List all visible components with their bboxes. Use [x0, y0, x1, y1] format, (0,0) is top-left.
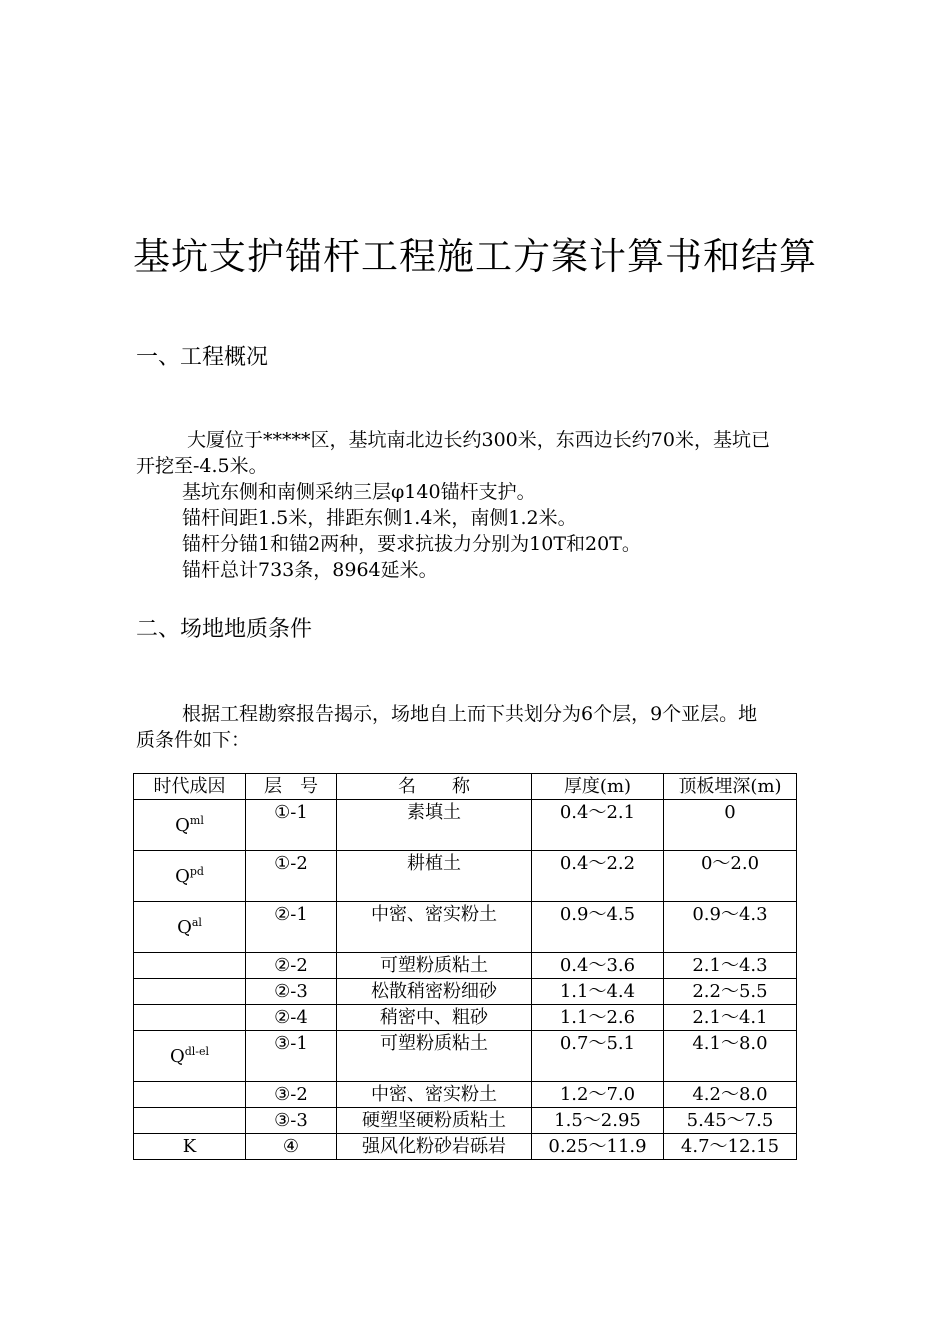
name-cell: 素填土 [337, 800, 532, 851]
depth-cell: 0～2.0 [664, 851, 797, 902]
header-name: 名 称 [337, 774, 532, 800]
era-cell [134, 851, 246, 902]
table-row [134, 851, 797, 902]
thickness-cell: 0.4～2.1 [532, 800, 664, 851]
era-symbol: Q [175, 814, 190, 836]
geology-paragraph-line-1: 根据工程勘察报告揭示，场地自上而下共划分为6个层，9个亚层。地 [182, 703, 758, 725]
depth-cell: 2.1～4.3 [664, 953, 797, 979]
thickness-cell: 0.9～4.5 [532, 902, 664, 953]
overview-paragraph-1-line-2: 开挖至-4.5米。 [136, 455, 268, 477]
overview-paragraph-5: 锚杆总计733条，8964延米。 [182, 559, 438, 581]
name-cell: 耕植土 [337, 851, 532, 902]
geology-paragraph [136, 701, 866, 753]
overview-paragraph-3: 锚杆间距1.5米，排距东侧1.4米，南侧1.2米。 [182, 507, 577, 529]
overview-paragraph-1 [136, 427, 866, 583]
table-row [134, 1031, 797, 1082]
table-header-row [134, 774, 797, 800]
overview-paragraph-1-line-1: 大厦位于*****区，基坑南北边长约300米，东西边长约70米，基坑已 [187, 429, 770, 451]
name-cell: 中密、密实粉土 [337, 1082, 532, 1108]
name-cell: 中密、密实粉土 [337, 902, 532, 953]
name-cell: 松散稍密粉细砂 [337, 979, 532, 1005]
name-cell: 稍密中、粗砂 [337, 1005, 532, 1031]
thickness-cell: 0.25～11.9 [532, 1134, 664, 1160]
section-heading-overview: 一、工程概况 [136, 345, 269, 370]
thickness-cell: 1.1～4.4 [532, 979, 664, 1005]
header-layer: 层 号 [246, 774, 337, 800]
layer-cell: ②-3 [246, 979, 337, 1005]
era-cell [134, 1082, 246, 1108]
thickness-cell: 0.7～5.1 [532, 1031, 664, 1082]
era-superscript: al [191, 915, 202, 929]
layer-cell: ①-2 [246, 851, 337, 902]
name-cell: 强风化粉砂岩砾岩 [337, 1134, 532, 1160]
thickness-cell: 0.4～3.6 [532, 953, 664, 979]
era-superscript: pd [189, 864, 204, 878]
depth-cell: 0 [664, 800, 797, 851]
layer-cell: ③-3 [246, 1108, 337, 1134]
era-symbol: K [182, 1136, 197, 1157]
table-row [134, 800, 797, 851]
depth-cell: 0.9～4.3 [664, 902, 797, 953]
era-symbol: Q [177, 916, 192, 938]
geology-table [133, 773, 797, 1160]
era-cell [134, 1134, 246, 1160]
depth-cell: 4.2～8.0 [664, 1082, 797, 1108]
overview-paragraph-4: 锚杆分锚1和锚2两种，要求抗拔力分别为10T和20T。 [182, 533, 641, 555]
layer-cell: ③-1 [246, 1031, 337, 1082]
table-row [134, 953, 797, 979]
era-superscript: dl-el [184, 1044, 210, 1058]
name-cell: 硬塑坚硬粉质粘土 [337, 1108, 532, 1134]
era-cell [134, 1108, 246, 1134]
table-row [134, 1108, 797, 1134]
table-row [134, 1134, 797, 1160]
header-era: 时代成因 [134, 774, 246, 800]
header-thickness: 厚度(m) [532, 774, 664, 800]
era-superscript: ml [189, 813, 204, 827]
thickness-cell: 1.2～7.0 [532, 1082, 664, 1108]
thickness-cell: 1.5～2.95 [532, 1108, 664, 1134]
era-cell [134, 902, 246, 953]
layer-cell: ④ [246, 1134, 337, 1160]
table-row [134, 1005, 797, 1031]
table-row [134, 1082, 797, 1108]
section-heading-geology: 二、场地地质条件 [136, 617, 313, 642]
era-cell [134, 953, 246, 979]
era-symbol: Q [169, 1045, 185, 1067]
depth-cell: 2.2～5.5 [664, 979, 797, 1005]
document-title: 基坑支护锚杆工程施工方案计算书和结算 [133, 235, 817, 278]
layer-cell: ②-4 [246, 1005, 337, 1031]
depth-cell: 4.7～12.15 [664, 1134, 797, 1160]
era-cell [134, 979, 246, 1005]
table-row [134, 902, 797, 953]
era-symbol: Q [175, 865, 190, 887]
layer-cell: ②-1 [246, 902, 337, 953]
layer-cell: ③-2 [246, 1082, 337, 1108]
name-cell: 可塑粉质粘土 [337, 1031, 532, 1082]
header-depth: 顶板埋深(m) [664, 774, 797, 800]
thickness-cell: 0.4～2.2 [532, 851, 664, 902]
geology-paragraph-line-2: 质条件如下： [136, 729, 251, 751]
depth-cell: 2.1～4.1 [664, 1005, 797, 1031]
layer-cell: ②-2 [246, 953, 337, 979]
depth-cell: 4.1～8.0 [664, 1031, 797, 1082]
layer-cell: ①-1 [246, 800, 337, 851]
name-cell: 可塑粉质粘土 [337, 953, 532, 979]
era-cell [134, 800, 246, 851]
overview-paragraph-2: 基坑东侧和南侧采纳三层φ140锚杆支护。 [182, 481, 536, 503]
era-cell [134, 1005, 246, 1031]
era-cell [134, 1031, 246, 1082]
table-row [134, 979, 797, 1005]
thickness-cell: 1.1～2.6 [532, 1005, 664, 1031]
depth-cell: 5.45～7.5 [664, 1108, 797, 1134]
